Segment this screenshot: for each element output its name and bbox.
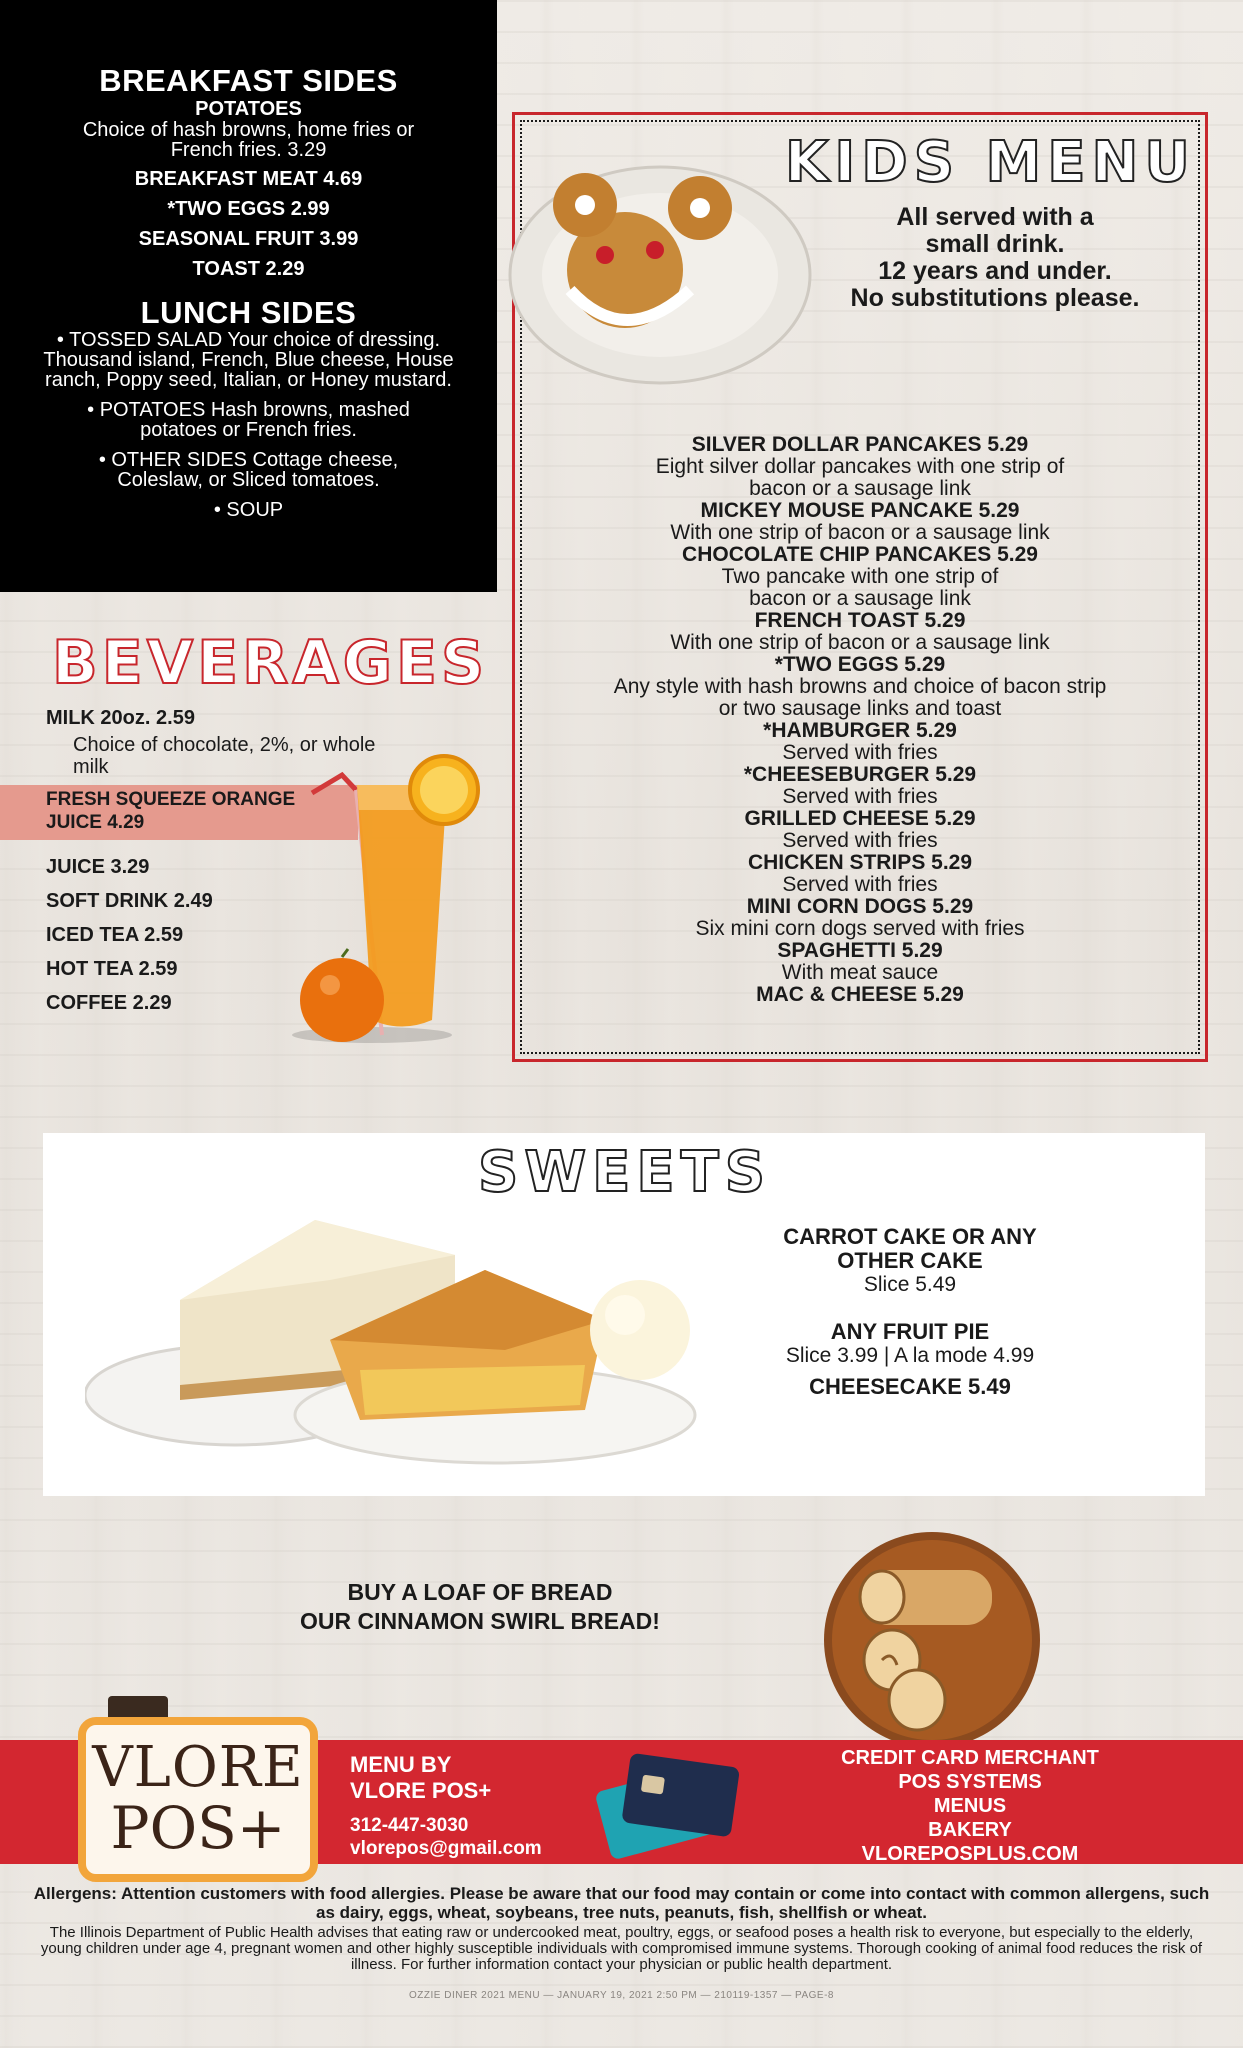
beverage-desc: Choice of chocolate, 2%, or whole milk [73,734,376,778]
beverage-item: JUICE 3.29 [46,856,150,878]
potatoes-desc: Choice of hash browns, home fries or French fries. 3.29 [82,119,415,161]
sides-panel [0,0,497,592]
service-item: CREDIT CARD MERCHANT [841,1747,1099,1769]
kids-item-name: MICKEY MOUSE PANCAKE 5.29 [700,499,1020,522]
kids-item-name: *TWO EGGS 5.29 [774,653,946,676]
lunch-side-bullet: • SOUP [213,499,284,521]
sweet-item-desc: Slice 3.99 | A la mode 4.99 [785,1344,1035,1367]
kids-item-name: *CHEESEBURGER 5.29 [743,763,977,786]
bread-promo [250,1578,710,1636]
kids-item-desc: Any style with hash browns and choice of bacon strip or two sausage links and toast [613,675,1107,720]
beverages-title: BEVERAGES [52,628,489,698]
sweet-item-name: CHEESECAKE 5.49 [809,1374,1011,1399]
kids-item-desc: With meat sauce [781,961,939,984]
sweet-item-desc: Slice 5.49 [863,1273,957,1296]
service-item: MENUS [933,1795,1007,1817]
sweet-item-name: ANY FRUIT PIE [830,1319,990,1344]
kids-item-desc: Served with fries [782,741,938,764]
menu-item: TOAST 2.29 [192,258,305,280]
kids-item-desc: Served with fries [782,873,938,896]
intro-line: small drink. [925,230,1065,258]
logo-text: VLORE [92,1735,304,1800]
beverage-item: MILK 20oz. 2.59 [46,707,195,729]
kids-item-name: *HAMBURGER 5.29 [763,719,957,742]
lunch-side-bullet: • TOSSED SALAD Your choice of dressing. Thousand island, French, Blue cheese, House ranch, Poppy seed, Italian, or Honey mustard. [43,329,454,391]
kids-item-desc: With one strip of bacon or a sausage link [670,521,1050,544]
menu-by-line: MENU BY [350,1752,452,1777]
menu-by [350,1752,491,1804]
lunch-sides-title: LUNCH SIDES [140,295,357,330]
menu-item: SEASONAL FRUIT 3.99 [138,228,359,250]
service-item: POS SYSTEMS [898,1771,1042,1793]
cheesecake-and-pie-image [85,1200,725,1470]
kids-item-name: GRILLED CHEESE 5.29 [744,807,976,830]
kids-item-name: CHICKEN STRIPS 5.29 [747,851,973,874]
kids-item-name: MAC & CHEESE 5.29 [756,983,964,1006]
menu-item: BREAKFAST MEAT 4.69 [134,168,363,190]
bread-promo-line: OUR CINNAMON SWIRL BREAD! [300,1608,660,1634]
service-item: VLOREPOSPLUS.COM [861,1843,1079,1865]
kids-item-name: MINI CORN DOGS 5.29 [746,895,974,918]
phone-number: 312-447-3030 [350,1815,469,1836]
kids-menu-intro [830,204,1160,312]
kids-item-desc: With one strip of bacon or a sausage link [670,631,1050,654]
print-metadata: OZZIE DINER 2021 MENU — JANUARY 19, 2021 2:50 PM — 210119-1357 — PAGE-8 [409,1990,834,2001]
sweet-item-name: CARROT CAKE OR ANY OTHER CAKE [783,1224,1037,1273]
kids-item-desc: Served with fries [782,785,938,808]
lunch-side-bullet: • POTATOES Hash browns, mashed potatoes or French fries. [87,399,410,441]
intro-line: All served with a [896,203,1094,231]
potatoes-name: POTATOES [195,98,302,120]
cinnamon-bread-image [822,1530,1042,1750]
intro-line: 12 years and under. [878,257,1112,285]
beverage-item: HOT TEA 2.59 [46,958,178,980]
kids-item-name: SPAGHETTI 5.29 [777,939,943,962]
featured-beverage: FRESH SQUEEZE ORANGE JUICE 4.29 [46,789,296,833]
service-item: BAKERY [928,1819,1012,1841]
menu-by-line: VLORE POS+ [350,1778,492,1803]
allergen-notice: Allergens: Attention customers with food allergies. Please be aware that our food may contain or come into contact with common allergens, such as dairy, eggs, wheat, soybeans, tree nuts, peanuts, fish, shellfish or wheat. [33,1884,1210,1922]
kids-item-name: FRENCH TOAST 5.29 [754,609,966,632]
bread-promo-line: BUY A LOAF OF BREAD [347,1579,613,1605]
kids-item-desc: Six mini corn dogs served with fries [695,917,1025,940]
sweets-title: SWEETS [478,1140,772,1205]
breakfast-sides-title: BREAKFAST SIDES [99,63,398,98]
kids-item-name: SILVER DOLLAR PANCAKES 5.29 [691,433,1029,456]
logo-text: POS+ [110,1794,286,1862]
health-advisory: The Illinois Department of Public Health advises that eating raw or undercooked meat, poultry, eggs, or seafood poses a health risk to everyone, but especially to the elderly, young children under age 4, pregnant women and other highly susceptible individuals with compromised immune systems. Thorough cooking of animal food reduces the risk of illness. For further information contact your physician or public health department. [40,1924,1203,1973]
beverage-item: COFFEE 2.29 [46,992,172,1014]
kids-menu-title: KIDS MENU [785,130,1196,195]
email-address: vlorepos@gmail.com [350,1838,542,1859]
menu-item: *TWO EGGS 2.99 [167,198,330,220]
mickey-pancake-image [505,150,830,385]
credit-cards-icon [590,1745,740,1865]
beverage-item: SOFT DRINK 2.49 [46,890,213,912]
kids-item-desc: Two pancake with one strip of bacon or a sausage link [721,565,999,610]
kids-item-desc: Eight silver dollar pancakes with one strip of bacon or a sausage link [655,455,1065,500]
kids-item-name: CHOCOLATE CHIP PANCAKES 5.29 [682,543,1038,566]
sweets-list [760,1225,1060,1399]
intro-line: No substitutions please. [850,284,1140,312]
lunch-side-bullet: • OTHER SIDES Cottage cheese, Coleslaw, or Sliced tomatoes. [98,449,399,491]
beverage-item: ICED TEA 2.59 [46,924,184,946]
contact-info [350,1814,542,1860]
kids-item-desc: Served with fries [782,829,938,852]
services-list [800,1746,1140,1866]
orange-juice-image [272,735,502,1045]
kids-menu-list [600,434,1120,1006]
